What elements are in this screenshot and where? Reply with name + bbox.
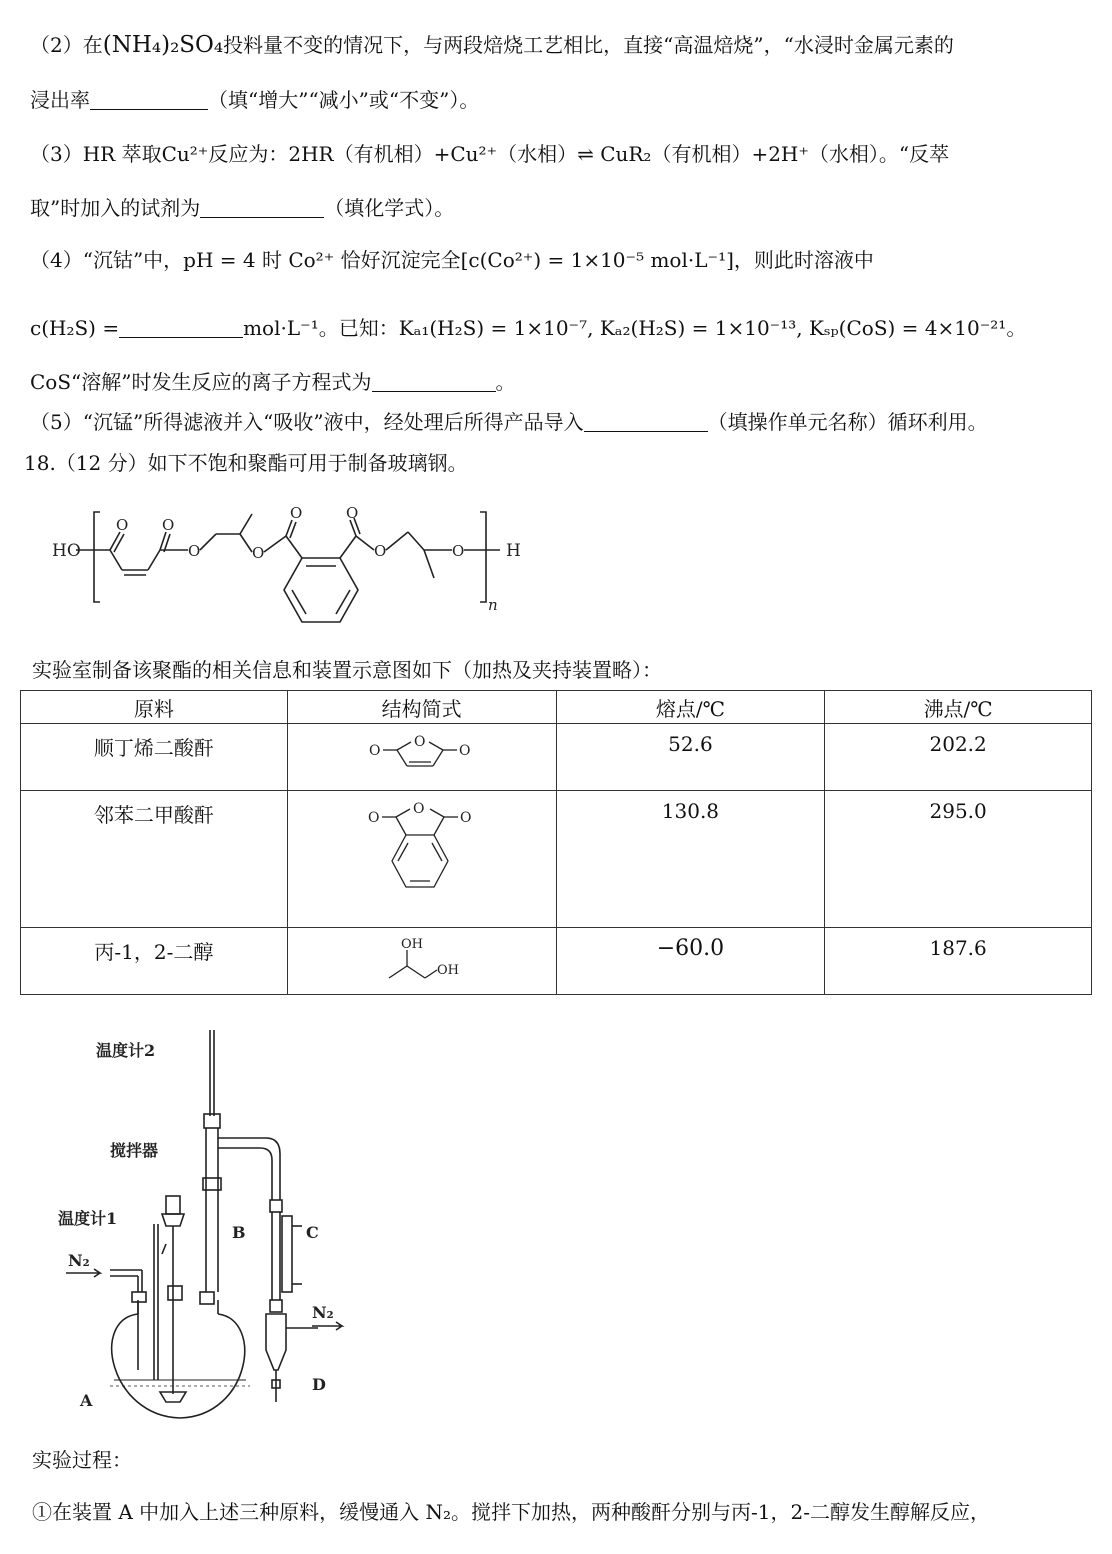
- q5-text-b: （填操作单元名称）循环利用。: [707, 410, 988, 434]
- row-bp: 295.0: [825, 791, 1092, 928]
- label-n2-in: N₂: [68, 1251, 90, 1270]
- table-header-row: [21, 691, 1092, 724]
- procedure-title: 实验过程：: [32, 1448, 132, 1472]
- q4-line1: （4）“沉钴”中，pH = 4 时 Co²⁺ 恰好沉淀完全[c(Co²⁺) = 1×10⁻⁵ mol·L⁻¹]，则此时溶液中: [30, 248, 874, 272]
- q4-text-a: c(H₂S) =: [30, 316, 120, 340]
- svg-text:O: O: [290, 504, 303, 522]
- q18-intro: 实验室制备该聚酯的相关信息和装置示意图如下（加热及夹持装置略）：: [32, 658, 662, 682]
- q2-formula: (NH₄)₂SO₄: [102, 32, 224, 58]
- polymer-structure: [40, 500, 540, 650]
- polymer-h: H: [506, 541, 521, 561]
- header-structure: 结构简式: [287, 691, 556, 724]
- label-thermometer-1: 温度计1: [58, 1209, 118, 1228]
- q2-text-a: （2）在: [30, 33, 103, 57]
- materials-table: [20, 690, 1092, 995]
- q2-text-c: 浸出率: [30, 88, 90, 112]
- row-bp: 202.2: [825, 724, 1092, 791]
- q4-text-c: CoS“溶解”时发生反应的离子方程式为: [30, 370, 372, 394]
- q3-line1: （3）HR 萃取Cu²⁺反应为：2HR（有机相）+Cu²⁺（水相）⇌ CuR₂（有机相）+2H⁺（水相）。“反萃: [30, 142, 950, 166]
- q4-text-b: mol·L⁻¹。已知：Kₐ₁(H₂S) = 1×10⁻⁷, Kₐ₂(H₂S) = 1×10⁻¹³, Kₛₚ(CoS) = 4×10⁻²¹。: [243, 316, 1027, 340]
- svg-text:O: O: [458, 743, 471, 759]
- svg-text:O: O: [346, 504, 359, 522]
- svg-text:O: O: [162, 516, 175, 534]
- q3-text-b: （填化学式）。: [324, 196, 455, 220]
- q4-answer-blank-1[interactable]: [119, 317, 243, 338]
- table-row: [21, 928, 1092, 995]
- polymer-ho: HO: [52, 541, 81, 561]
- label-d: D: [312, 1375, 326, 1394]
- label-n2-out: N₂: [312, 1303, 334, 1322]
- q3-answer-blank[interactable]: [200, 197, 324, 218]
- label-stirrer: 搅拌器: [110, 1141, 159, 1160]
- label-a: A: [80, 1391, 93, 1410]
- row-name: 丙-1，2-二醇: [21, 928, 288, 995]
- q18-title: 18.（12 分）如下不饱和聚酯可用于制备玻璃钢。: [24, 451, 468, 475]
- q3-line2: [30, 196, 454, 220]
- svg-text:O: O: [252, 544, 265, 562]
- table-row: [21, 791, 1092, 928]
- svg-text:OH: OH: [400, 937, 423, 952]
- q4-text-d: 。: [495, 370, 516, 394]
- q2-line1: [30, 32, 954, 60]
- q4-line3: [30, 370, 516, 394]
- svg-text:O: O: [459, 810, 472, 826]
- procedure-step-1: ①在装置 A 中加入上述三种原料，缓慢通入 N₂。搅拌下加热，两种酸酐分别与丙-1，2-二醇发生醇解反应，: [32, 1500, 990, 1524]
- row-mp: 52.6: [556, 724, 825, 791]
- svg-text:O: O: [452, 542, 465, 560]
- svg-text:O: O: [116, 516, 129, 534]
- structure-propanediol: [287, 928, 556, 995]
- q2-text-b: 投料量不变的情况下，与两段焙烧工艺相比，直接“高温焙烧”，“水浸时金属元素的: [223, 33, 954, 57]
- svg-text:O: O: [413, 734, 426, 750]
- q5-text-a: （5）“沉锰”所得滤液并入“吸收”液中，经处理后所得产品导入: [30, 410, 584, 434]
- header-melting-point: 熔点/℃: [556, 691, 825, 724]
- svg-text:O: O: [374, 542, 387, 560]
- q2-line2: [30, 88, 479, 112]
- header-material: 原料: [21, 691, 288, 724]
- apparatus-diagram: [50, 1030, 370, 1430]
- label-thermometer-2: 温度计2: [96, 1041, 156, 1060]
- q3-text-a: 取”时加入的试剂为: [30, 196, 201, 220]
- q2-answer-blank[interactable]: [90, 89, 208, 110]
- svg-text:O: O: [367, 810, 380, 826]
- row-bp: 187.6: [825, 928, 1092, 995]
- row-name: 邻苯二甲酸酐: [21, 791, 288, 928]
- svg-text:OH: OH: [436, 963, 459, 978]
- header-boiling-point: 沸点/℃: [825, 691, 1092, 724]
- table-row: [21, 724, 1092, 791]
- q2-text-d: （填“增大”“减小”或“不变”）。: [208, 88, 480, 112]
- label-c: C: [306, 1223, 319, 1242]
- q5-answer-blank[interactable]: [584, 411, 708, 432]
- row-name: 顺丁烯二酸酐: [21, 724, 288, 791]
- svg-text:O: O: [368, 743, 381, 759]
- structure-phthalic-anhydride: [287, 791, 556, 928]
- structure-maleic-anhydride: [287, 724, 556, 791]
- row-mp: 130.8: [556, 791, 825, 928]
- row-mp: −60.0: [556, 928, 825, 995]
- polymer-n: n: [488, 596, 498, 614]
- q4-answer-blank-2[interactable]: [372, 371, 496, 392]
- label-b: B: [232, 1223, 246, 1242]
- q5-line: [30, 410, 988, 434]
- svg-text:O: O: [412, 801, 425, 817]
- svg-text:O: O: [188, 542, 201, 560]
- q4-line2: [30, 316, 1026, 340]
